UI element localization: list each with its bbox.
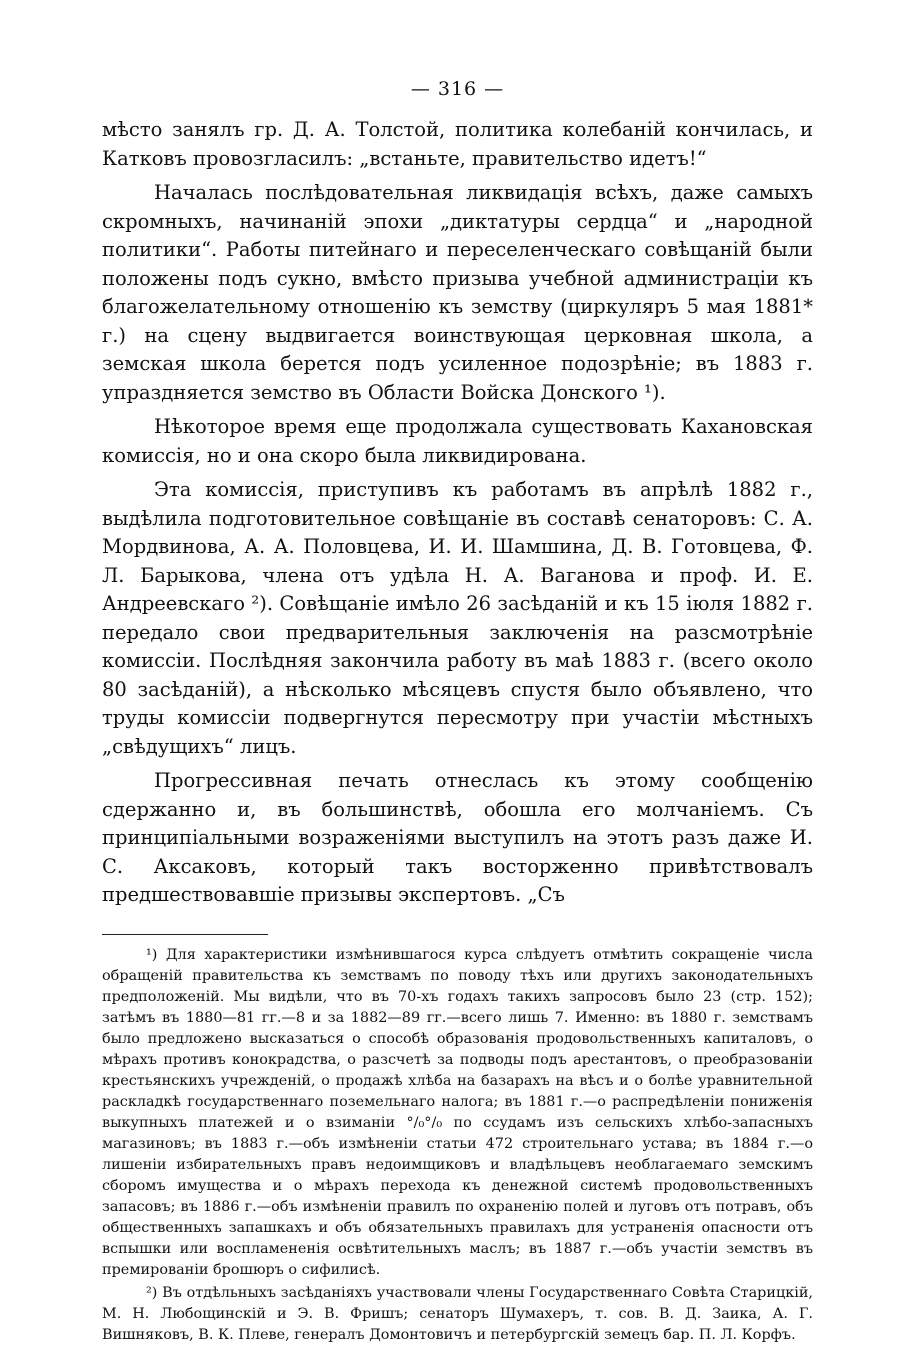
- footnote-divider: [102, 934, 268, 935]
- paragraph: Нѣкоторое время еще продолжала существовать Кахановская комиссія, но и она скоро была ликвидирована.: [102, 415, 813, 467]
- footnote: ¹) Для характеристики измѣнившагося курса слѣдуетъ отмѣтить сокращеніе числа обращеній правительства къ земствамъ по поводу тѣхъ или другихъ законодательныхъ предположеній. Мы видѣли, что въ 70-хъ годахъ такихъ запросовъ было 23 (стр. 152); затѣмъ въ 1880—81 гг.—8 и за 1882—89 гг.—всего лишь 7. Именно: въ 1880 г. земствамъ было предложено высказаться о способѣ образованія продовольственныхъ капиталовъ, о мѣрахъ противъ конокрадства, о разсчетѣ за подводы подъ арестантовъ, о преобразованіи крестьянскихъ учрежденій, о продажѣ хлѣба на базарахъ на вѣсъ и о болѣе уравнительной раскладкѣ государственнаго поземельнаго налога; въ 1881 г.—о распредѣленіи пониженія выкупныхъ платежей и о взиманіи °/₀°/₀ по ссудамъ изъ сельскихъ хлѣбо-запасныхъ магазиновъ; въ 1883 г.—объ измѣненіи статьи 472 строительнаго устава; въ 1884 г.—о лишеніи избирательныхъ правъ недоимщиковъ и владѣльцевъ необлагаемаго земскимъ сборомъ имущества и о мѣрахъ перехода къ денежной системѣ продовольственныхъ запасовъ; въ 1886 г.—объ измѣненіи правилъ по охраненію полей и луговъ отъ потравъ, объ общественныхъ запашкахъ и объ обязательныхъ правилахъ для устраненія опасности отъ вспышки или воспламененія освѣтительныхъ маслъ; въ 1887 г.—объ участіи земствъ въ премированіи брошюръ о сифилисѣ.: [102, 946, 813, 1278]
- paragraph: Началась послѣдовательная ликвидація всѣхъ, даже самыхъ скромныхъ, начинаній эпохи „диктатуры сердца“ и „народной политики“. Работы питейнаго и переселенческаго совѣщаній были положены подъ сукно, вмѣсто призыва учебной администраціи къ благожелательному отношенію къ земству (циркуляръ 5 мая 1881* г.) на сцену выдвигается воинствующая церковная школа, а земская школа берется подъ усиленное подозрѣніе; въ 1883 г. упраздняется земство въ Области Войска Донского ¹).: [102, 181, 813, 404]
- main-text: [102, 116, 813, 910]
- paragraph: Прогрессивная печать отнеслась къ этому сообщенію сдержанно и, въ большинствѣ, обошла его молчаніемъ. Съ принципіальными возраженіями выступилъ на этотъ разъ даже И. С. Аксаковъ, который такъ восторженно привѣтствовалъ предшествовавшіе призывы экспертовъ. „Съ: [102, 769, 813, 906]
- footnotes: [102, 945, 813, 1346]
- paragraph: мѣсто занялъ гр. Д. А. Толстой, политика колебаній кончилась, и Катковъ провозгласилъ: „встаньте, правительство идетъ!“: [102, 118, 813, 170]
- footnote: ²) Въ отдѣльныхъ засѣданіяхъ участвовали члены Государственнаго Совѣта Старицкій, М. Н. Любощинскій и Э. В. Фришъ; сенаторъ Шумахеръ, т. сов. В. Д. Заика, А. Г. Вишняковъ, В. К. Плеве, генералъ Домонтовичъ и петербургскій земецъ бар. П. Л. Корфъ.: [102, 1284, 813, 1343]
- page-number: — 316 —: [410, 78, 505, 100]
- paragraph: Эта комиссія, приступивъ къ работамъ въ апрѣлѣ 1882 г., выдѣлила подготовительное совѣщаніе въ составѣ сенаторовъ: С. А. Мордвинова, А. А. Половцева, И. И. Шамшина, Д. В. Готовцева, Ф. Л. Барыкова, члена отъ удѣла Н. А. Ваганова и проф. И. Е. Андреевскаго ²). Совѣщаніе имѣло 26 засѣданій и къ 15 іюля 1882 г. передало свои предварительныя заключенія на разсмотрѣніе комиссіи. Послѣдняя закончила работу въ маѣ 1883 г. (всего около 80 засѣданій), а нѣсколько мѣсяцевъ спустя было объявлено, что труды комиссіи подвергнутся пересмотру при участіи мѣстныхъ „свѣдущихъ“ лицъ.: [102, 478, 813, 758]
